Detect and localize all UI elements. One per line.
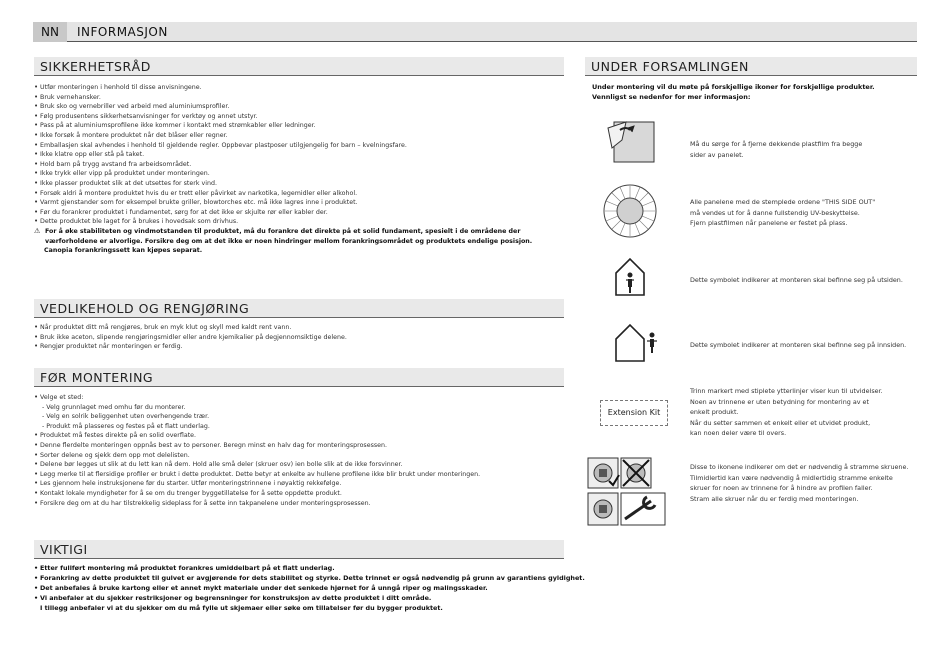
intro-line: Under montering vil du møte på forskjellige ikoner for forskjellige produkter.: [592, 83, 875, 91]
icon-description: [690, 139, 920, 160]
description-line: Disse to ikonene indikerer om det er nødvendig å stramme skruene.: [690, 463, 909, 471]
list-item: • Sorter delene og sjekk dem opp mot delelisten.: [34, 451, 569, 461]
description-line: sider av panelet.: [690, 150, 744, 159]
language-badge: NN: [33, 22, 67, 42]
list-item: • Dette produktet ble laget for å brukes i hovedsak som drivhus.: [34, 217, 569, 227]
icon-description: [690, 197, 920, 229]
description-line: Må du sørge for å fjerne dekkende plastfilm fra begge: [690, 140, 863, 148]
section-heading-viktig: VIKTIGI: [34, 540, 564, 559]
section-heading-vedlikehold: VEDLIKEHOLD OG RENGJØRING: [34, 299, 564, 318]
list-subitem: - Produkt må plasseres og festes på et flatt underlag.: [42, 422, 210, 430]
important-list: [34, 563, 585, 613]
list-item: • Forsikre deg om at du har tilstrekkelig sideplass for å sette inn takpanelene under monteringsprosessen.: [34, 499, 569, 509]
inside-person-icon: [612, 321, 658, 367]
description-line: enkelt produkt.: [690, 408, 739, 417]
list-item: • Når produktet ditt må rengjøres, bruk en myk klut og skyll med kaldt rent vann.: [34, 323, 569, 333]
list-item: • Etter fullført montering må produktet forankres umiddelbart på et flatt underlag.: [34, 563, 574, 573]
anchor-kit-note: Canopia forankringssett kan kjøpes separat.: [44, 247, 203, 255]
warning-text: For å øke stabiliteten og vindmotstanden til produktet, må du forankre det direkte på et solid fundament, spesielt i de områdene der værforholdene er alvorlige. Forsikre deg om at det ikke er noen hindringer mellom forankringsområdet og produktets endelige posisjon.: [45, 227, 533, 245]
assembly-intro: [592, 82, 912, 102]
description-line: må vendes ut for å danne fullstendig UV-beskyttelse.: [690, 208, 860, 217]
description-line: Dette symbolet indikerer at monteren skal befinne seg på innsiden.: [690, 341, 907, 349]
description-line: Stram alle skruer når du er ferdig med monteringen.: [690, 494, 859, 503]
description-line: Tilmidlertid kan være nødvendig å midlertidig stramme enkelte: [690, 473, 893, 482]
safety-list: [34, 83, 569, 256]
list-item: • Produktet må festes direkte på en solid overflate.: [34, 431, 569, 441]
description-line: skruer for noen av trinnene for å hindre av profilen faller.: [690, 484, 873, 493]
list-item: • Utfør monteringen i henhold til disse anvisningene.: [34, 83, 569, 93]
list-item: • Følg produsentens sikkerhetsanvisninger for verktøy og annet utstyr.: [34, 112, 569, 122]
pre-assembly-list: [34, 393, 569, 508]
warning-item: [34, 227, 569, 246]
icon-description: [690, 275, 920, 286]
list-item: • Ikke trykk eller vipp på produktet under monteringen.: [34, 169, 569, 179]
list-item: • Hold barn på trygg avstand fra arbeidsområdet.: [34, 160, 569, 170]
list-item: • Bruk ikke aceton, slipende rengjøringsmidler eller andre kjemikalier på degjennomsiktige delene.: [34, 333, 569, 343]
list-item-continuation: I tillegg anbefaler vi at du sjekker om du må fylle ut skjemaer eller søke om tillatelser før du bygger produktet.: [40, 604, 443, 612]
list-subitem: - Velg en solrik beliggenhet uten overhengende trær.: [42, 413, 210, 421]
section-heading-montering: FØR MONTERING: [34, 368, 564, 387]
list-item: • Les gjennom hele instruksjonene før du starter. Utfør monteringstrinnene i nøyaktig rekkefølge.: [34, 479, 569, 489]
list-item: • Rengjør produktet når monteringen er ferdig.: [34, 342, 569, 352]
warning-triangle-icon: ⚠: [34, 226, 41, 235]
list-item: • Denne flerdelte monteringen oppnås best av to personer. Beregn minst en halv dag for monteringsprosessen.: [34, 441, 569, 451]
list-item: • Forsøk aldri å montere produktet hvis du er trett eller påvirket av narkotika, legemidler eller alkohol.: [34, 189, 569, 199]
intro-line: Vennligst se nedenfor for mer informasjon:: [592, 93, 751, 101]
list-item: • Ikke plasser produktet slik at det utsettes for sterk vind.: [34, 179, 569, 189]
tighten-screws-icon: [587, 457, 667, 533]
list-item: • Ikke forsøk å montere produktet når det blåser eller regner.: [34, 131, 569, 141]
extension-kit-icon: Extension Kit: [600, 400, 668, 426]
description-line: Trinn markert med stiplete ytterlinjer viser kun til utvidelser.: [690, 387, 883, 395]
section-heading-forsamling: UNDER FORSAMLINGEN: [585, 57, 917, 76]
page-title: INFORMASJON: [77, 25, 168, 39]
description-line: Fjern plastfilmen når panelene er festet på plass.: [690, 219, 848, 228]
list-item: • Ikke klatre opp eller stå på taket.: [34, 150, 569, 160]
list-item: • Emballasjen skal avhendes i henhold til gjeldende regler. Oppbevar plastposer utilgjengelig for barn – kvelningsfare.: [34, 141, 569, 151]
list-item: • Velge et sted:: [34, 393, 569, 403]
icon-description: [690, 340, 920, 351]
icon-description: [690, 462, 920, 504]
list-item: • Før du forankrer produktet i fundamentet, sørg for at det ikke er skjulte rør eller kabler der.: [34, 208, 569, 218]
list-item: • Forankring av dette produktet til gulvet er avgjørende for dets stabilitet og styrke. Dette trinnet er også nødvendig på grunn av garantiens gyldighet.: [34, 573, 574, 583]
description-line: Når du setter sammen et enkelt eller et utvidet produkt,: [690, 418, 871, 427]
list-item: • Det anbefales å bruke kartong eller et annet mykt materiale under det senkede hjørnet for å unngå riper og malingsskader.: [34, 583, 574, 593]
list-item: • Delene bør legges ut slik at du lett kan nå dem. Hold alle små deler (skruer osv) ien bolle slik at de ikke forsvinner.: [34, 460, 569, 470]
list-item: • Kontakt lokale myndigheter for å se om du trenger byggetillatelse for å sette oppdette produkt.: [34, 489, 569, 499]
list-item: • Vi anbefaler at du sjekker restriksjoner og begrensninger for konstruksjon av dette produktet i ditt område.: [34, 593, 574, 603]
description-line: kan noen deler være til overs.: [690, 429, 787, 438]
description-line: Noen av trinnene er uten betydning for montering av et: [690, 397, 869, 406]
section-heading-sikkerhet: SIKKERHETSRÅD: [34, 57, 564, 76]
maintenance-list: [34, 323, 569, 352]
list-item: • Bruk vernehansker.: [34, 93, 569, 103]
outside-person-icon: [612, 255, 652, 301]
top-bar: [33, 22, 917, 42]
icon-description: [690, 386, 920, 439]
list-item: • Varmt gjenstander som for eksempel brukte griller, blowtorches etc. må ikke lagres inne i produktet.: [34, 198, 569, 208]
description-line: Alle panelene med de stemplede ordene "THIS SIDE OUT": [690, 198, 876, 206]
list-item: • Bruk sko og vernebriller ved arbeid med aluminiumsprofiler.: [34, 102, 569, 112]
sun-uv-icon: [602, 183, 658, 243]
list-subitem: - Velg grunnlaget med omhu før du monterer.: [42, 403, 186, 411]
description-line: Dette symbolet indikerer at monteren skal befinne seg på utsiden.: [690, 276, 903, 284]
peel-film-icon: [600, 118, 660, 172]
list-item: • Legg merke til at flersidige profiler er brukt i dette produktet. Dette betyr at enkelte av hullene profilene ikke blir brukt under monteringen.: [34, 470, 569, 480]
list-item: • Pass på at aluminiumsprofilene ikke kommer i kontakt med strømkabler eller ledninger.: [34, 121, 569, 131]
